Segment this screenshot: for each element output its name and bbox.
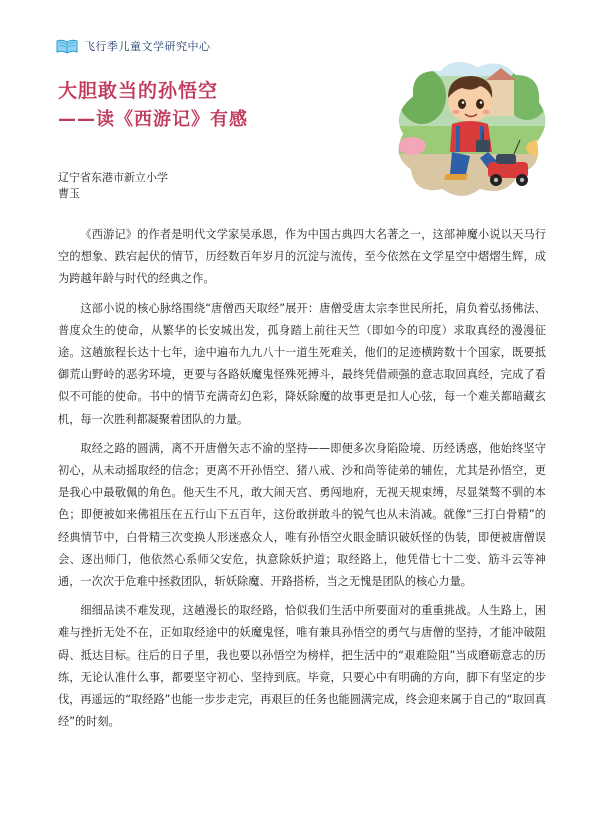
- article-title: 大胆敢当的孙悟空: [58, 80, 219, 102]
- paragraph: 这部小说的核心脉络围绕“唐僧西天取经”展开：唐僧受唐太宗李世民所托，肩负着弘扬佛法、普度众生的使命，从繁华的长安城出发，孤身踏上前往天竺（即如今的印度）求取真经的漫漫征途。这趟旅程长达十七年，途中遍布九九八十一道生死难关，他们的足迹横跨数十个国家，既要抵御荒山野岭的恶劣环境，更要与各路妖魔鬼怪殊死搏斗，最终凭借顽强的意志取回真经，完成了看似不可能的使命。书中的情节充满奇幻色彩，降妖除魔的故事更是扣人心弦，每一个难关都暗藏玄机，每一次胜利都凝聚着团队的力量。: [58, 301, 546, 426]
- paragraph: 细细品读不难发现，这趟漫长的取经路，恰似我们生活中所要面对的重重挑战。人生路上，困难与挫折无处不在，正如取经途中的妖魔鬼怪，唯有兼具孙悟空的勇气与唐僧的坚持，才能冲破阻碍、抵达目标。往后的日子里，我也要以孙悟空为榜样，把生活中的“艰难险阻”当成磨砺意志的历练，无论认准什么事，都要坚守初心、坚持到底。毕竟，只要心中有明确的方向，脚下有坚定的步伐，再遥远的“取经路”也能一步步走完，再艰巨的任务也能圆满完成，终会迎来属于自己的“取回真经”的时刻。: [58, 604, 546, 729]
- paragraph: 取经之路的圆满，离不开唐僧矢志不渝的坚持——即便多次身陷险境、历经诱惑，他始终坚守初心，从未动摇取经的信念；更离不开孙悟空、猪八戒、沙和尚等徒弟的辅佐，尤其是孙悟空，更是我心中最敬佩的角色。他天生不凡，敢大闹天宫、勇闯地府，无视天规束缚，尽显桀骜不驯的本色；即便被如来佛祖压在五行山下五百年，这份敢拼敢斗的锐气也从未消减。就像“三打白骨精”的经典情节中，白骨精三次变换人形迷惑众人，唯有孙悟空火眼金睛识破妖怪的伪装，即便被唐僧误会、逐出师门，他依然心系师父安危，执意除妖护道；取经路上，他凭借七十二变、筋斗云等神通，一次次于危难中拯救团队，斩妖除魔、开路搭桥，当之无愧是团队的核心力量。: [58, 441, 546, 589]
- author-name: 曹玉: [58, 187, 80, 200]
- school-name: 辽宁省东港市新立小学: [58, 171, 168, 184]
- open-book-icon: [56, 38, 78, 54]
- paragraph: 《西游记》的作者是明代文学家吴承恩，作为中国古典四大名著之一，这部神魔小说以天马行空的想象、跌宕起伏的情节，历经数百年岁月的沉淀与流传，至今依然在文学星空中熠熠生辉，成为跨越年龄与时代的经典之作。: [58, 228, 546, 286]
- article-subtitle: ——读《西游记》有感: [58, 109, 248, 130]
- article-body: [58, 224, 546, 740]
- header: [56, 38, 211, 54]
- org-name: 飞行季儿童文学研究中心: [84, 40, 211, 53]
- author-block: [58, 170, 168, 202]
- boy-driving-toy-car-illustration: [392, 56, 552, 206]
- title-block: [58, 78, 248, 134]
